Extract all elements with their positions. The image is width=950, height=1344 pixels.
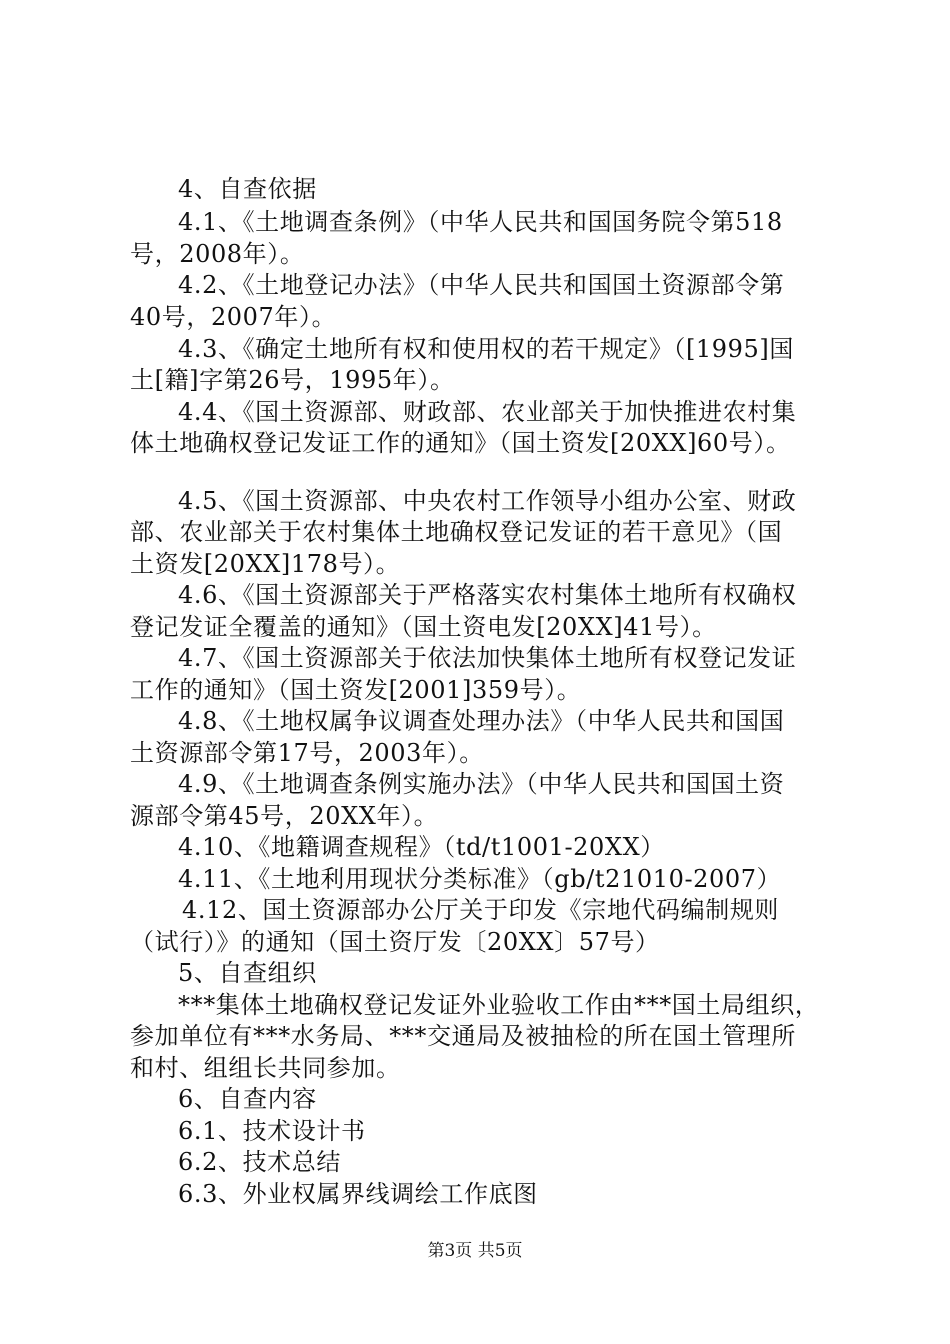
section-heading-5: 5、自查组织 <box>178 959 317 987</box>
page-number-footer: 第3页 共5页 <box>427 1241 523 1261</box>
text-line: ***集体土地确权登记发证外业验收工作由***国土局组织， <box>178 991 820 1019</box>
text-line: （试行）》的通知（国土资厅发〔20XX〕57号） <box>130 928 660 956</box>
text-line: 4.5、《国土资源部、中央农村工作领导小组办公室、财政 <box>178 487 797 515</box>
text-line: 和村、组组长共同参加。 <box>130 1054 401 1082</box>
section-heading-6: 6、自查内容 <box>178 1085 317 1113</box>
text-line: 土资发[20XX]178号）。 <box>130 550 401 578</box>
text-line: 4.11、《土地利用现状分类标准》（gb/t21010-2007） <box>178 865 782 893</box>
text-line: 号，2008年）。 <box>130 240 305 268</box>
section-heading-4: 4、自查依据 <box>178 175 317 203</box>
text-line: 体土地确权登记发证工作的通知》（国土资发[20XX]60号）。 <box>130 429 791 457</box>
text-line: 登记发证全覆盖的通知》（国土资电发[20XX]41号）。 <box>130 613 717 641</box>
text-line: 部、农业部关于农村集体土地确权登记发证的若干意见》（国 <box>130 518 783 546</box>
text-line: 4.2、《土地登记办法》（中华人民共和国国土资源部令第 <box>178 271 785 299</box>
text-line: 参加单位有***水务局、***交通局及被抽检的所在国土管理所 <box>130 1022 796 1050</box>
text-line: 40号，2007年）。 <box>130 303 337 331</box>
text-line: 4.12、国土资源部办公厅关于印发《宗地代码编制规则 <box>182 896 780 924</box>
text-line: 4.7、《国土资源部关于依法加快集体土地所有权登记发证 <box>178 644 797 672</box>
text-line: 6.2、技术总结 <box>178 1148 341 1176</box>
text-line: 4.10、《地籍调查规程》（td/t1001-20XX） <box>178 833 665 861</box>
text-line: 源部令第45号，20XX年）。 <box>130 802 439 830</box>
text-line: 4.9、《土地调查条例实施办法》（中华人民共和国国土资 <box>178 770 785 798</box>
text-line: 4.8、《土地权属争议调查处理办法》（中华人民共和国国 <box>178 707 785 735</box>
text-line: 6.1、技术设计书 <box>178 1117 366 1145</box>
text-line: 4.6、《国土资源部关于严格落实农村集体土地所有权确权 <box>178 581 797 609</box>
text-line: 土[籍]字第26号，1995年）。 <box>130 366 455 394</box>
text-line: 4.4、《国土资源部、财政部、农业部关于加快推进农村集 <box>178 398 797 426</box>
text-line: 6.3、外业权属界线调绘工作底图 <box>178 1180 538 1208</box>
text-line: 土资源部令第17号，2003年）。 <box>130 739 484 767</box>
text-line: 工作的通知》（国土资发[2001]359号）。 <box>130 676 582 704</box>
text-line: 4.1、《土地调查条例》（中华人民共和国国务院令第518 <box>178 208 783 236</box>
text-line: 4.3、《确定土地所有权和使用权的若干规定》（[1995]国 <box>178 335 794 363</box>
